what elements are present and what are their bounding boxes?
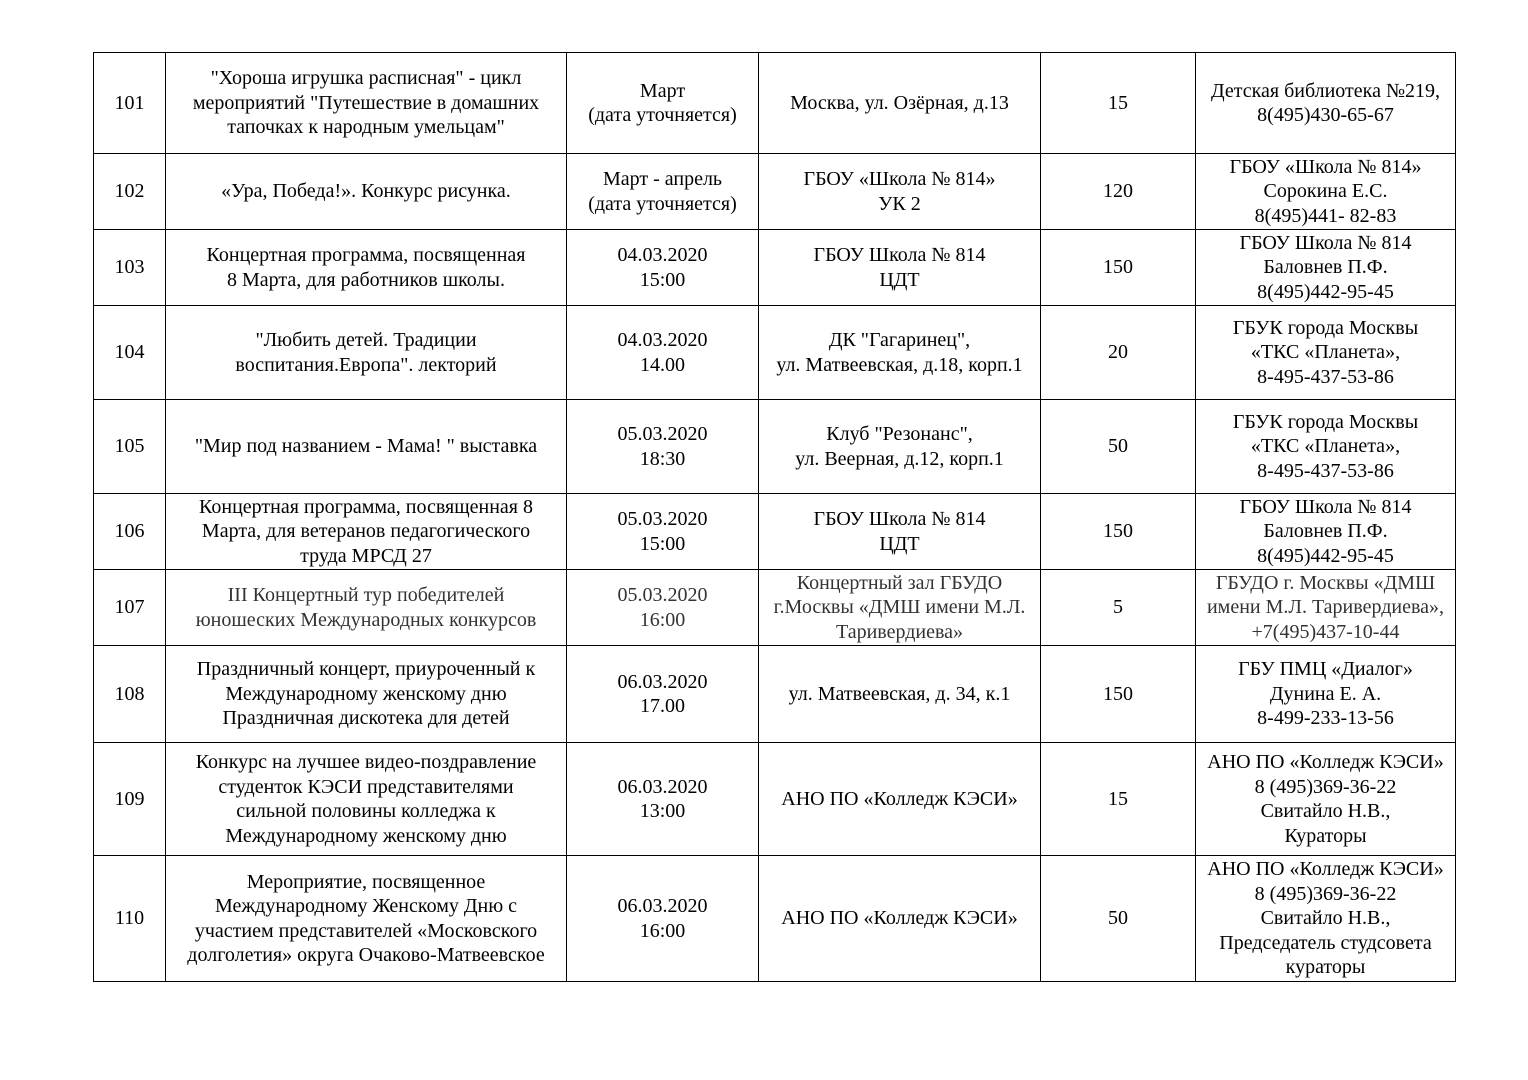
event-date-line: 06.03.2020: [617, 895, 708, 917]
event-place-line: г.Москвы «ДМШ имени М.Л.: [773, 596, 1026, 619]
organizer-line: Кураторы: [1284, 824, 1367, 847]
event-name-cell: [166, 856, 567, 982]
event-date-line: 06.03.2020: [617, 670, 708, 693]
events-table: [93, 52, 1456, 982]
row-number-cell: 109: [94, 743, 166, 856]
event-name-line: Международному женскому дню: [225, 824, 507, 847]
event-name-cell: [166, 743, 567, 856]
event-date-line: 15:00: [639, 532, 686, 555]
table-row: [94, 400, 1456, 494]
event-date-line: Март: [639, 79, 686, 102]
event-name-line: участием представителей «Московского: [194, 919, 538, 942]
organizer-line: 8(495)430-65-67: [1257, 104, 1394, 126]
organizer-cell: [1196, 743, 1456, 856]
organizer-line: ГБУК города Москвы: [1232, 410, 1419, 433]
event-name-cell: [166, 154, 567, 230]
event-place-line: ул. Веерная, д.12, корп.1: [795, 447, 1004, 470]
row-number-cell: 105: [94, 400, 166, 494]
row-number-cell: 107: [94, 570, 166, 646]
organizer-line: 8(495)442-95-45: [1257, 544, 1394, 567]
event-date-line: 16:00: [639, 608, 686, 631]
table-row: [94, 646, 1456, 743]
event-place-line: ул. Матвеевская, д. 34, к.1: [788, 682, 1011, 705]
event-name-line: Концертная программа, посвященная: [206, 244, 526, 266]
event-name-line: долголетия» округа Очаково-Матвеевское: [187, 944, 545, 966]
event-place-line: АНО ПО «Колледж КЭСИ»: [781, 787, 1018, 810]
row-number-cell: 103: [94, 230, 166, 306]
table-row: [94, 53, 1456, 154]
organizer-line: 8(495)442-95-45: [1257, 280, 1394, 303]
organizer-line: +7(495)437-10-44: [1251, 620, 1400, 643]
organizer-line: ГБОУ Школа № 814: [1239, 495, 1412, 518]
event-date-line: 05.03.2020: [617, 584, 708, 606]
organizer-cell: [1196, 154, 1456, 230]
event-place-line: ул. Матвеевская, д.18, корп.1: [776, 353, 1023, 376]
organizer-line: 8(495)441- 82-83: [1254, 204, 1397, 227]
organizer-line: Баловнев П.Ф.: [1263, 520, 1388, 543]
event-name-line: "Мир под названием - Мама! " выставка: [194, 435, 538, 458]
organizer-cell: [1196, 856, 1456, 982]
event-date-line: 04.03.2020: [617, 329, 708, 351]
organizer-line: ГБУК города Москвы: [1232, 316, 1419, 339]
organizer-line: ГБУ ПМЦ «Диалог»: [1238, 658, 1413, 681]
table-row: [94, 494, 1456, 570]
event-place-cell: [759, 154, 1041, 230]
organizer-line: «ТКС «Планета»,: [1250, 435, 1401, 458]
organizer-line: «ТКС «Планета»,: [1250, 341, 1401, 364]
organizer-cell: [1196, 230, 1456, 306]
event-place-line: Клуб "Резонанс",: [826, 423, 973, 445]
event-place-cell: [759, 230, 1041, 306]
organizer-line: 8-499-233-13-56: [1257, 707, 1394, 730]
event-date-cell: [567, 646, 759, 743]
event-date-line: 04.03.2020: [617, 244, 708, 266]
event-place-line: ДК "Гагаринец",: [828, 329, 971, 351]
event-place-cell: [759, 494, 1041, 570]
event-place-cell: [759, 306, 1041, 400]
organizer-line: 8 (495)369-36-22: [1254, 775, 1397, 798]
organizer-line: кураторы: [1285, 956, 1366, 979]
participant-count-cell: 15: [1041, 743, 1196, 856]
event-name-line: труда МРСД 27: [300, 544, 432, 567]
event-name-line: воспитания.Европа". лекторий: [235, 353, 497, 376]
event-name-cell: [166, 306, 567, 400]
participant-count-cell: 50: [1041, 400, 1196, 494]
event-name-line: тапочках к народным умельцам": [227, 116, 505, 139]
event-date-line: 15:00: [639, 268, 686, 291]
event-name-line: Международному женскому дню: [225, 682, 507, 705]
event-name-cell: [166, 230, 567, 306]
event-name-line: юношеских Международных конкурсов: [195, 608, 537, 631]
event-name-line: Мероприятие, посвященное: [246, 870, 486, 893]
event-date-cell: [567, 306, 759, 400]
event-place-cell: [759, 53, 1041, 154]
organizer-line: АНО ПО «Колледж КЭСИ»: [1207, 751, 1444, 773]
event-name-line: студенток КЭСИ представителями: [218, 775, 514, 798]
organizer-line: ГБОУ Школа № 814: [1239, 231, 1412, 254]
table-row: [94, 743, 1456, 856]
organizer-line: Свитайло Н.В.,: [1260, 800, 1391, 822]
event-name-line: Конкурс на лучшее видео-поздравление: [195, 751, 537, 773]
row-number-cell: 108: [94, 646, 166, 743]
events-table-body: [94, 53, 1456, 982]
event-date-cell: [567, 400, 759, 494]
organizer-line: Детская библиотека №219,: [1210, 79, 1441, 102]
participant-count-cell: 120: [1041, 154, 1196, 230]
event-name-line: Международному Женскому Дню с: [214, 895, 518, 917]
event-place-line: ЦДТ: [879, 532, 920, 555]
event-place-line: ГБОУ «Школа № 814»: [803, 168, 996, 190]
organizer-line: 8-495-437-53-86: [1257, 365, 1394, 388]
event-name-line: 8 Марта, для работников школы.: [227, 268, 505, 291]
event-place-cell: [759, 743, 1041, 856]
participant-count-cell: 15: [1041, 53, 1196, 154]
event-date-cell: [567, 856, 759, 982]
participant-count-cell: 150: [1041, 230, 1196, 306]
participant-count-cell: 150: [1041, 494, 1196, 570]
event-place-cell: [759, 856, 1041, 982]
event-place-cell: [759, 646, 1041, 743]
event-name-line: Концертная программа, посвященная 8: [199, 495, 533, 518]
event-date-line: 13:00: [639, 800, 686, 822]
event-name-cell: [166, 53, 567, 154]
event-date-line: 05.03.2020: [617, 423, 708, 445]
organizer-line: Свитайло Н.В.,: [1260, 907, 1391, 930]
event-date-line: 14.00: [640, 353, 685, 376]
event-place-line: ЦДТ: [879, 268, 920, 291]
event-date-cell: [567, 154, 759, 230]
event-name-line: мероприятий "Путешествие в домашних: [192, 91, 540, 114]
event-date-cell: [567, 230, 759, 306]
event-place-line: АНО ПО «Колледж КЭСИ»: [781, 907, 1018, 930]
event-name-cell: [166, 400, 567, 494]
organizer-line: ГБОУ «Школа № 814»: [1229, 155, 1422, 178]
event-date-cell: [567, 53, 759, 154]
event-place-line: Таривердиева»: [835, 620, 964, 643]
table-row: [94, 230, 1456, 306]
participant-count-cell: 5: [1041, 570, 1196, 646]
event-date-line: 18:30: [639, 447, 686, 470]
event-name-line: Праздничная дискотека для детей: [222, 707, 510, 730]
event-name-line: "Хороша игрушка расписная" - цикл: [210, 67, 522, 90]
organizer-line: ГБУДО г. Москвы «ДМШ: [1215, 571, 1436, 594]
participant-count-cell: 20: [1041, 306, 1196, 400]
event-date-line: Март - апрель: [602, 168, 723, 190]
event-name-cell: [166, 494, 567, 570]
event-place-line: Концертный зал ГБУДО: [796, 571, 1003, 594]
row-number-cell: 102: [94, 154, 166, 230]
row-number-cell: 104: [94, 306, 166, 400]
event-date-line: 16:00: [639, 919, 686, 942]
table-row: [94, 856, 1456, 982]
event-name-line: «Ура, Победа!». Конкурс рисунка.: [221, 180, 511, 203]
row-number-cell: 101: [94, 53, 166, 154]
organizer-line: 8-495-437-53-86: [1257, 459, 1394, 482]
event-date-cell: [567, 494, 759, 570]
event-name-line: "Любить детей. Традиции: [255, 329, 477, 351]
organizer-cell: [1196, 570, 1456, 646]
event-name-line: сильной половины колледжа к: [236, 800, 496, 822]
organizer-line: Баловнев П.Ф.: [1263, 256, 1388, 279]
event-place-cell: [759, 570, 1041, 646]
organizer-line: имени М.Л. Таривердиева»,: [1206, 596, 1445, 619]
organizer-line: Председатель студсовета: [1219, 931, 1432, 954]
event-place-line: УК 2: [878, 192, 921, 215]
event-name-line: Марта, для ветеранов педагогического: [201, 520, 531, 543]
organizer-line: Сорокина Е.С.: [1263, 180, 1388, 203]
event-date-cell: [567, 743, 759, 856]
event-date-cell: [567, 570, 759, 646]
table-row: [94, 154, 1456, 230]
event-name-cell: [166, 570, 567, 646]
organizer-cell: [1196, 494, 1456, 570]
event-place-line: ГБОУ Школа № 814: [813, 508, 986, 530]
table-row: [94, 570, 1456, 646]
event-date-line: 17.00: [640, 695, 685, 717]
event-place-line: Москва, ул. Озёрная, д.13: [790, 91, 1009, 114]
event-place-cell: [759, 400, 1041, 494]
organizer-cell: [1196, 646, 1456, 743]
organizer-cell: [1196, 306, 1456, 400]
organizer-cell: [1196, 400, 1456, 494]
event-name-cell: [166, 646, 567, 743]
event-place-line: ГБОУ Школа № 814: [813, 244, 986, 266]
row-number-cell: 106: [94, 494, 166, 570]
event-date-line: 06.03.2020: [617, 775, 708, 798]
organizer-line: Дунина Е. А.: [1269, 682, 1382, 705]
participant-count-cell: 150: [1041, 646, 1196, 743]
table-row: [94, 306, 1456, 400]
event-name-line: Праздничный концерт, приуроченный к: [196, 658, 536, 681]
event-date-line: 05.03.2020: [617, 508, 708, 530]
organizer-cell: [1196, 53, 1456, 154]
organizer-line: 8 (495)369-36-22: [1254, 882, 1397, 905]
organizer-line: АНО ПО «Колледж КЭСИ»: [1207, 858, 1444, 881]
participant-count-cell: 50: [1041, 856, 1196, 982]
row-number-cell: 110: [94, 856, 166, 982]
event-name-line: III Концертный тур победителей: [227, 584, 505, 606]
event-date-line: (дата уточняется): [588, 192, 737, 215]
event-date-line: (дата уточняется): [588, 104, 737, 126]
